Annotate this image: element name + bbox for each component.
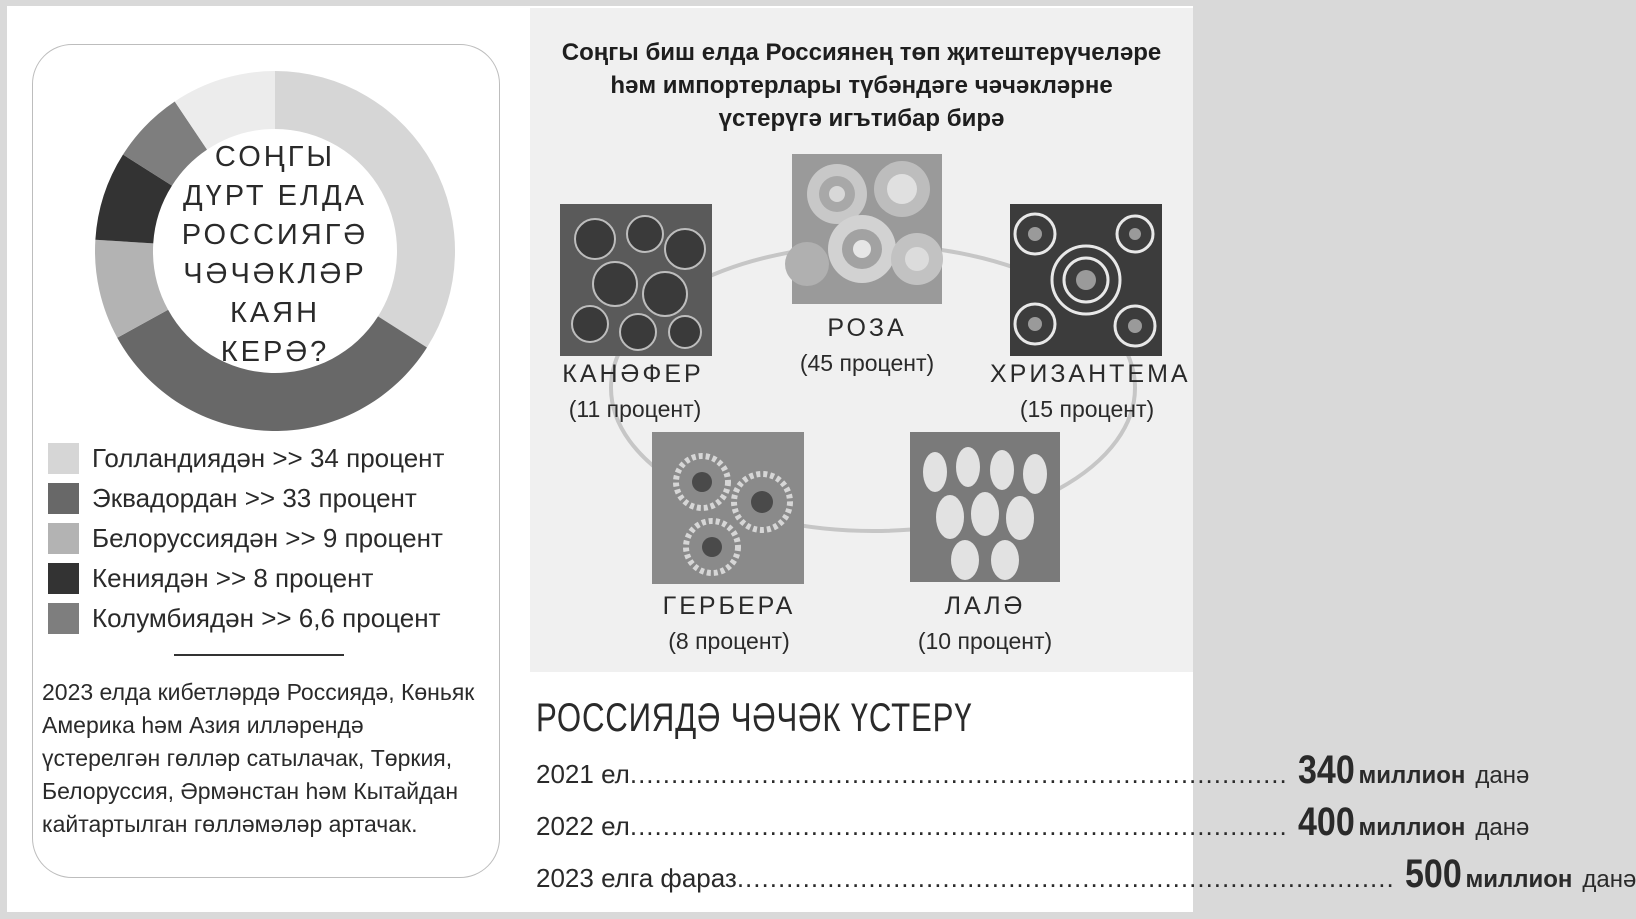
- legend-item: [48, 558, 488, 598]
- donut-center-line: РОССИЯГӘ: [181, 219, 369, 251]
- legend-label: Колумбиядән >> 6,6 процент: [92, 602, 441, 633]
- flower-share-gerbera: (8 процент): [668, 628, 790, 654]
- flower-share-carnation: (11 процент): [568, 396, 702, 422]
- growth-million: миллион: [1358, 762, 1466, 789]
- growth-unit: данә: [1582, 866, 1636, 893]
- growth-unit: данә: [1475, 814, 1530, 841]
- chrysanthemum-photo: [1010, 204, 1162, 356]
- growth-year-label: 2021 ел: [536, 759, 630, 789]
- growth-row: [536, 800, 1530, 845]
- legend-label: Кениядән >> 8 процент: [92, 562, 374, 593]
- legend-item: [48, 598, 488, 638]
- growth-row: [536, 852, 1636, 897]
- legend-swatch: [48, 523, 79, 554]
- flower-share-chrysanthemum: (15 процент): [1019, 396, 1155, 422]
- legend-label: Белоруссиядән >> 9 процент: [92, 522, 443, 553]
- legend-label: Голландиядән >> 34 процент: [92, 442, 445, 473]
- flower-name-rose: РОЗА: [827, 314, 907, 342]
- flower-share-tulip: (10 процент): [917, 628, 1053, 654]
- growth-year-label: 2022 ел: [536, 811, 630, 841]
- flower-title-line: үстерүгә игътибар бирә: [718, 105, 1005, 132]
- legend-swatch: [48, 563, 79, 594]
- legend-swatch: [48, 483, 79, 514]
- carnation-photo: [560, 204, 712, 356]
- growth-million: миллион: [1465, 866, 1573, 893]
- flower-name-chrysanthemum: ХРИЗАНТЕМА: [990, 360, 1191, 388]
- flower-title-line: һәм импортерлары түбәндәге чәчәкләрне: [610, 72, 1113, 99]
- legend-label: Эквадордан >> 33 процент: [92, 482, 417, 513]
- flower-name-tulip: ЛАЛӘ: [944, 592, 1026, 620]
- donut-center-line: КАЯН КЕРӘ?: [220, 297, 330, 368]
- donut-legend: [48, 438, 488, 638]
- growth-unit: данә: [1475, 762, 1530, 789]
- leader-dots: ................................................................................: [629, 759, 1288, 789]
- growth-number: 500: [1404, 852, 1462, 896]
- forecast-note: 2023 елда кибетләрдә Россиядә, Көньяк Америка һәм Азия илләрендә үстерелгән гөлләр сатылачак, Төркия, Белоруссия, Әрмәнстан һәм Кытайдан кайтартылган гөлләмәләр артачак.: [42, 679, 475, 837]
- legend-item: [48, 518, 488, 558]
- donut-center-line: ДҮРТ ЕЛДА: [183, 180, 367, 212]
- flower-share-rose: (45 процент): [799, 350, 935, 376]
- legend-item: [48, 478, 488, 518]
- flower-title-line: Соңгы биш елда Россиянең төп җитештерүчеләре: [561, 39, 1162, 66]
- leader-dots: ................................................................................: [629, 811, 1288, 841]
- donut-center-line: ЧӘЧӘКЛӘР: [183, 258, 367, 290]
- growth-number: 340: [1297, 748, 1355, 792]
- leader-dots: ................................................................................: [736, 863, 1395, 893]
- donut-center-title: [180, 141, 370, 368]
- legend-swatch: [48, 603, 79, 634]
- growth-row: [536, 748, 1530, 793]
- donut-center-line: СОҢГЫ: [214, 141, 336, 173]
- growth-million: миллион: [1358, 814, 1466, 841]
- flower-name-carnation: КАНӘФЕР: [562, 360, 704, 388]
- legend-divider: [174, 654, 344, 656]
- legend-swatch: [48, 443, 79, 474]
- gerbera-photo: [652, 432, 804, 584]
- growth-year-label: 2023 елга фараз: [536, 863, 737, 893]
- legend-item: [48, 438, 488, 478]
- flower-panel: [530, 8, 1193, 672]
- tulip-photo: [910, 432, 1060, 582]
- flower-name-gerbera: ГЕРБЕРА: [662, 592, 796, 620]
- growth-number: 400: [1297, 800, 1355, 844]
- rose-photo: [792, 154, 942, 304]
- growth-heading: РОССИЯДӘ ЧӘЧӘК ҮСТЕРҮ: [536, 696, 973, 740]
